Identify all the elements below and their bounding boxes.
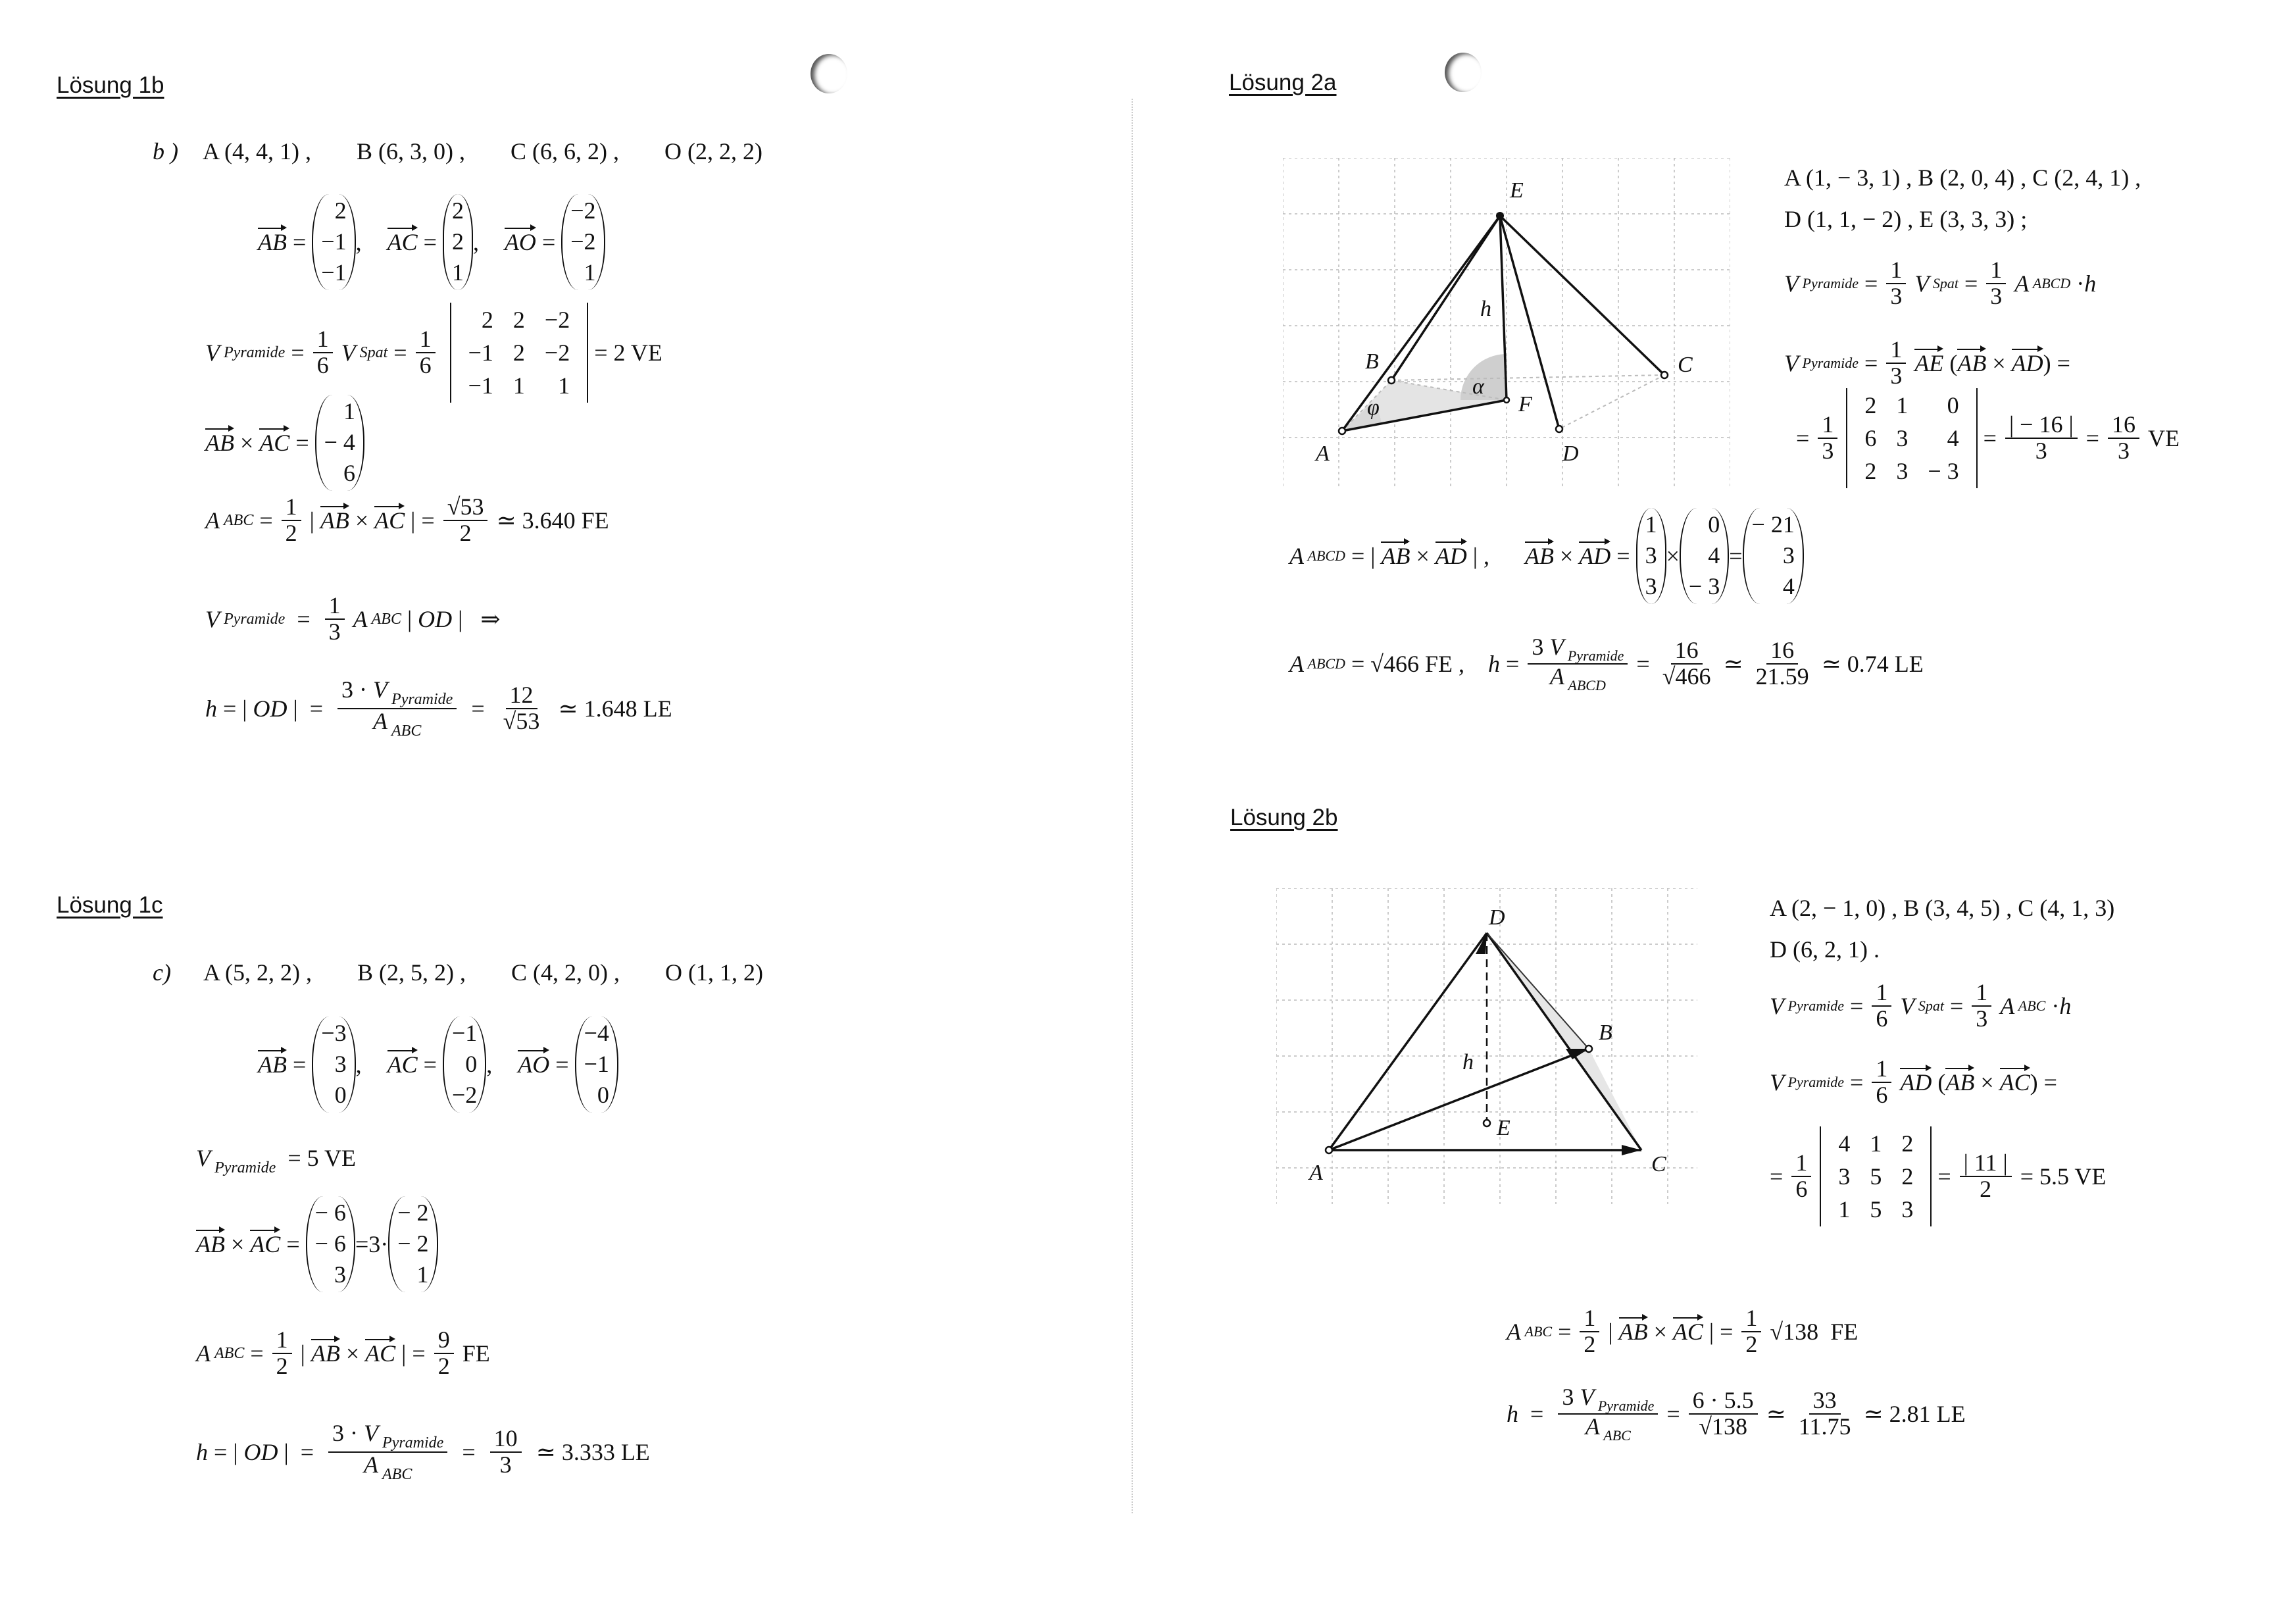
pyramid-edges (1329, 933, 1641, 1150)
determinant: 2 1 0 6 3 4 2 3 − 3 (1846, 388, 1977, 488)
height-2b: h = $\frac{3 V _{Pyramide}}{A _{ABC}}$ = $\frac{6 \cdot 5.5}{√138}$ ≃ $\frac{33}{11.75}$ ≃ 2.81 LE (1507, 1384, 1966, 1444)
label-a: A (1309, 1161, 1323, 1185)
determinant-2b: = $\frac{1}{6}$ 4 1 2 3 5 2 1 5 3 = $\frac{| 11 |}{2}$ = 5.5 VE (1770, 1126, 2106, 1226)
edge-db (1487, 933, 1589, 1049)
vector-ad: 0 4 − 3 (1680, 508, 1729, 604)
label-d: D (1562, 441, 1579, 466)
points-2b-line1: A (2, − 1, 0) , B (3, 4, 5) , C (4, 1, 3) (1770, 895, 2115, 921)
grid-lines (1283, 158, 1730, 487)
area-1b: A ABC = $\frac{1}{2}$ | AB × AC | = $\frac{√53}{2}$ ≃ 3.640 FE (205, 493, 609, 546)
label-d: D (1489, 905, 1505, 930)
heading-2a: Lösung 2a (1229, 70, 1337, 95)
area-cross-2a: A ABCD = | AB × AD | , AB × AD = 1 3 3 × 0 4 − 3 = − 21 3 4 (1289, 508, 1804, 604)
points-1c (153, 961, 763, 984)
label-alpha: α (1472, 374, 1484, 399)
vector-ab: 2 −1 −1 (312, 194, 355, 290)
vol-relation-1b: V Pyramide = $\frac{1}{3}$ A ABC | OD | ⇒ (205, 592, 501, 645)
vector-ac: 2 2 1 (443, 194, 473, 290)
label-h: h (1462, 1050, 1474, 1074)
determinant-2a: = $\frac{1}{3}$ 2 1 0 6 3 4 2 3 − 3 = $\frac{| - 16 |}{3}$ = $\frac{16}{3}$ VE (1796, 388, 2180, 488)
point-o: O (2, 2, 2) (664, 138, 762, 164)
area-1c: A ABC = $\frac{1}{2}$ | AB × AC | = $\frac{9}{2}$ FE (196, 1326, 490, 1379)
volume-vector-2a: V Pyramide = $\frac{1}{3}$ AE ( AB × AD ) = (1784, 336, 2070, 389)
heading-2b: Lösung 2b (1230, 805, 1338, 830)
label-phi: φ (1367, 395, 1380, 420)
point-c: C (6, 6, 2) , (511, 138, 619, 164)
heading-1b: Lösung 1b (57, 72, 164, 98)
vector-ac: −1 0 −2 (443, 1017, 486, 1113)
punch-hole (811, 54, 847, 93)
pyramid-figure-2b (1276, 888, 1697, 1204)
cross-1c: AB × AC = − 6 − 6 3 =3· − 2 − 2 1 (196, 1196, 438, 1292)
vectors-1b: AB = 2 −1 −1 , AC = 2 2 1 , AO = −2 −2 1 (258, 194, 605, 290)
volume-1b: V Pyramide = $\frac{1}{6}$ V Spat = $\frac{1}{6}$ 2 2 −2 −1 2 −2 −1 1 1 = 2 VE (205, 303, 662, 403)
cross-product: − 21 3 4 (1743, 508, 1804, 604)
label-f: F (1518, 392, 1532, 416)
vector-ao: −2 −2 1 (561, 194, 605, 290)
area-2b: A ABC = $\frac{1}{2}$ | AB × AC | = $\frac{1}{2}$ √138 FE (1507, 1305, 1859, 1357)
determinant: 2 2 −2 −1 2 −2 −1 1 1 (450, 303, 589, 403)
point-o: O (1, 1, 2) (664, 959, 763, 986)
cross-product-reduced: − 2 − 2 1 (388, 1196, 437, 1292)
point-b: B (6, 3, 0) , (357, 138, 465, 164)
cross-product: 1 − 4 6 (315, 395, 364, 491)
point-a: A (5, 2, 2) , (203, 959, 312, 986)
volume-vector-2b: V Pyramide = $\frac{1}{6}$ AD ( AB × AC ) = (1770, 1055, 2057, 1108)
points-2a-line2: D (1, 1, − 2) , E (3, 3, 3) ; (1784, 206, 2028, 232)
points-2b-line2: D (6, 2, 1) . (1770, 936, 1880, 963)
part-label: b ) (153, 138, 178, 164)
volume-1c: V $_{Pyramide}$ = 5 VE (196, 1145, 356, 1176)
heading-1c: Lösung 1c (57, 892, 163, 918)
points-1b (153, 139, 762, 163)
page-fold-line (1132, 99, 1133, 1513)
part-label: c) (153, 959, 171, 986)
vector-ab: −3 3 0 (312, 1017, 355, 1113)
points-2a-line1: A (1, − 3, 1) , B (2, 0, 4) , C (2, 4, 1) , (1784, 164, 2141, 191)
cross-1b: AB × AC = 1 − 4 6 (205, 395, 364, 491)
label-c: C (1651, 1152, 1666, 1176)
vector-ao: −4 −1 0 (575, 1017, 618, 1113)
vector-ab: 1 3 3 (1636, 508, 1666, 604)
point-c: C (4, 2, 0) , (511, 959, 620, 986)
label-e: E (1510, 178, 1524, 203)
label-b: B (1365, 349, 1379, 374)
volume-formula-2a: V Pyramide = $\frac{1}{3}$ V Spat = $\frac{1}{3}$ A ABCD · h (1784, 257, 2097, 309)
vectors-1c: AB = −3 3 0 , AC = −1 0 −2 , AO = −4 −1 0 (258, 1017, 618, 1113)
label-h: h (1480, 297, 1491, 321)
point-b: B (2, 5, 2) , (357, 959, 466, 986)
determinant: 4 1 2 3 5 2 1 5 3 (1820, 1126, 1932, 1226)
height-1c: h = | OD | = $\frac{3 \cdot V _{Pyramide}}{A _{ABC}}$ = $\frac{10}{3}$ ≃ 3.333 LE (196, 1420, 650, 1484)
label-e: E (1497, 1116, 1510, 1140)
label-a: A (1316, 441, 1330, 466)
pyramid-figure-2a (1283, 158, 1730, 487)
height-1b: h = | OD | = $\frac{3 \cdot V _{Pyramide}}{A _{ABC}}$ = $\frac{12}{√53}$ ≃ 1.648 LE (205, 676, 672, 740)
cross-product: − 6 − 6 3 (306, 1196, 355, 1292)
area-height-2a: A ABCD = √466 FE , h = $\frac{3 V _{Pyramide}}{A _{ABCD}}$ = $\frac{16}{√466}$ ≃ $\frac{16}{21.59}$ ≃ 0.74 LE (1289, 634, 1924, 694)
punch-hole (1445, 53, 1482, 92)
point-a: A (4, 4, 1) , (203, 138, 311, 164)
label-c: C (1678, 353, 1693, 377)
volume-formula-2b: V Pyramide = $\frac{1}{6}$ V Spat = $\frac{1}{3}$ A ABC · h (1770, 979, 2072, 1032)
label-b: B (1599, 1020, 1612, 1045)
